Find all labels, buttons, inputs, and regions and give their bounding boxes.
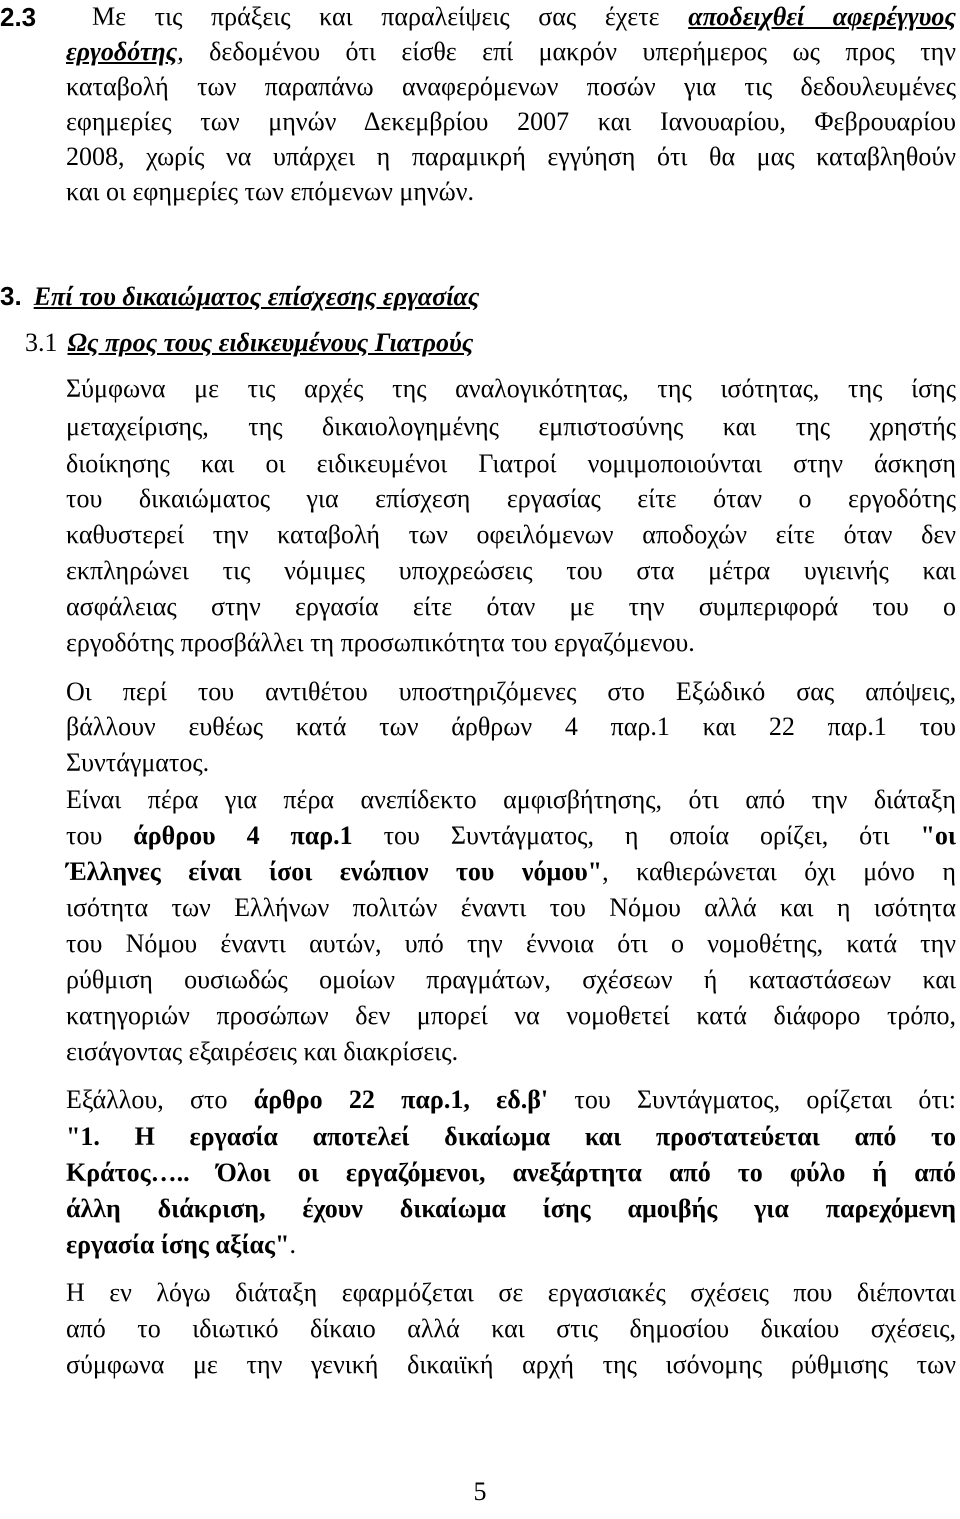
emphasized-text: άρθρο 22 παρ.1, εδ.β' (253, 1085, 549, 1114)
text-run: Με τις πράξεις και παραλείψεις σας έχετε (92, 2, 689, 31)
text-line: ασφάλειας στην εργασία είτε όταν με την συμπεριφορά του ο (66, 592, 956, 621)
text-line: του δικαιώματος για επίσχεση εργασίας είτε όταν ο εργοδότης (66, 484, 956, 513)
section-title: Ως προς τους ειδικευμένους Γιατρούς (67, 328, 474, 357)
text-run: του (66, 821, 134, 850)
text-line: 2008, χωρίς να υπάρχει η παραμικρή εγγύηση ότι θα μας καταβληθούν (66, 142, 956, 171)
emphasized-text: Έλληνες είναι ίσοι ενώπιον του νόμου" (66, 857, 603, 886)
text-line: Κράτος….. Όλοι οι εργαζόμενοι, ανεξάρτητα από το φύλο ή από (66, 1158, 956, 1187)
text-run: , δεδομένου ότι είσθε επί μακρόν υπερήμερος ως προς την (177, 37, 956, 66)
text-line: κατηγοριών προσώπων δεν μπορεί να νομοθετεί κατά διάφορο τρόπο, (66, 1001, 956, 1030)
text-line: του Νόμου έναντι αυτών, υπό την έννοια ότι ο νομοθέτης, κατά την (66, 929, 956, 958)
text-line: μεταχείρισης, της δικαιολογημένης εμπιστοσύνης και της χρηστής (66, 412, 956, 441)
section-title: Επί του δικαιώματος επίσχεσης εργασίας (33, 282, 480, 311)
text-line: Η εν λόγω διάταξη εφαρμόζεται σε εργασιακές σχέσεις που διέπονται (66, 1278, 956, 1307)
text-line: Συντάγματος. (66, 748, 210, 777)
text-line (66, 819, 956, 853)
emphasized-text: άρθρου 4 παρ.1 (133, 821, 353, 850)
text-line: ρύθμιση ουσιωδώς ομοίων πραγμάτων, σχέσεων ή καταστάσεων και (66, 965, 956, 994)
text-line: Είναι πέρα για πέρα ανεπίδεκτο αμφισβήτησης, ότι από την διάταξη (66, 785, 956, 814)
text-line: από το ιδιωτικό δίκαιο αλλά και στις δημοσίου δικαίου σχέσεις, (66, 1314, 956, 1343)
text-line: ισότητα των Ελλήνων πολιτών έναντι του Νόμου αλλά και η ισότητα (66, 893, 956, 922)
text-line: Σύμφωνα με τις αρχές της αναλογικότητας, της ισότητας, της ίσης (66, 374, 956, 403)
text-line (66, 35, 956, 69)
text-line (66, 855, 956, 889)
text-line: βάλλουν ευθέως κατά των άρθρων 4 παρ.1 και 22 παρ.1 του (66, 712, 956, 741)
text-run: του Συντάγματος, ορίζεται ότι: (548, 1085, 957, 1114)
text-line: εργοδότης προσβάλλει τη προσωπικότητα του εργαζόμενου. (66, 628, 695, 657)
text-run: . (289, 1230, 296, 1259)
section-3-heading (0, 279, 479, 314)
text-line (66, 1228, 956, 1262)
section-number: 3. (0, 281, 22, 311)
text-line: καθυστερεί την καταβολή των οφειλόμενων αποδοχών είτε όταν δεν (66, 520, 956, 549)
emphasized-text: "οι (920, 821, 956, 850)
text-line: άλλη διάκριση, έχουν δικαίωμα ίσης αμοιβής για παρεχόμενη (66, 1194, 956, 1223)
emphasized-text: εργασία ίσης αξίας" (66, 1230, 290, 1259)
text-run: , καθιερώνεται όχι μόνο η (602, 857, 956, 886)
text-line: εισάγοντας εξαιρέσεις και διακρίσεις. (66, 1037, 459, 1066)
text-line: και οι εφημερίες των επόμενων μηνών. (66, 177, 475, 206)
text-line (92, 0, 956, 34)
text-run: του Συντάγματος, η οποία ορίζει, ότι (352, 821, 921, 850)
text-line: "1. Η εργασία αποτελεί δικαίωμα και προστατεύεται από το (66, 1122, 956, 1151)
section-3-1-heading (25, 326, 473, 360)
text-line: Οι περί του αντιθέτου υποστηριζόμενες στο Εξώδικό σας απόψεις, (66, 677, 956, 706)
section-number: 3.1 (25, 328, 58, 357)
text-line: εφημερίες των μηνών Δεκεμβρίου 2007 και Ιανουαρίου, Φεβρουαρίου (66, 107, 956, 136)
text-line: εκπληρώνει τις νόμιμες υποχρεώσεις του στα μέτρα υγιεινής και (66, 556, 956, 585)
text-run: Εξάλλου, στο (66, 1085, 254, 1114)
text-line: διοίκησης και οι ειδικευμένοι Γιατροί νομιμοποιούνται στην άσκηση (66, 449, 956, 478)
text-line: καταβολή των παραπάνω αναφερόμενων ποσών για τις δεδουλευμένες (66, 72, 956, 101)
text-line (66, 1083, 956, 1117)
section-number: 2.3 (0, 2, 37, 32)
page-number: 5 (473, 1477, 487, 1506)
emphasized-text: εργοδότης (66, 37, 178, 66)
emphasized-text: αποδειχθεί αφερέγγυος (688, 2, 956, 31)
text-line: σύμφωνα με την γενική δικαιϊκή αρχή της ισόνομης ρύθμισης των (66, 1350, 956, 1379)
